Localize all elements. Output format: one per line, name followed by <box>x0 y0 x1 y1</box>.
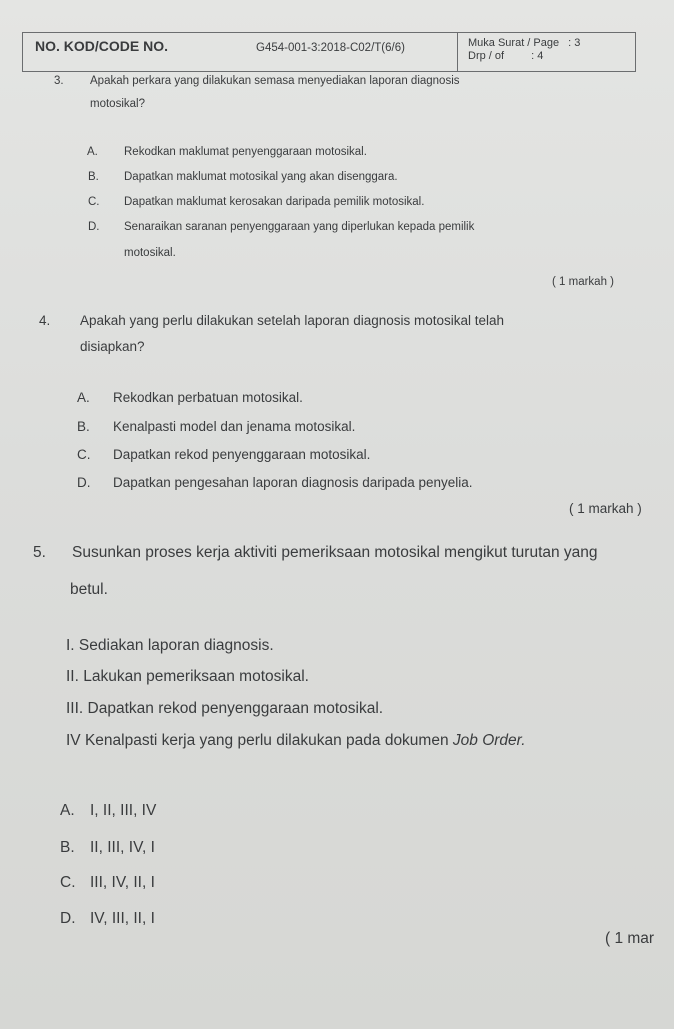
question-3-option-d-line2: motosikal. <box>124 247 176 259</box>
question-3-number: 3. <box>54 75 64 87</box>
question-4-text-line1: Apakah yang perlu dilakukan setelah laporan diagnosis motosikal telah <box>80 313 505 328</box>
page-label: Muka Surat / Page <box>468 37 560 49</box>
question-4-text-line2: disiapkan? <box>80 339 145 354</box>
question-5-option-c: III, IV, II, I <box>90 874 155 891</box>
question-5-statement-4-italic: Job Order. <box>452 732 526 749</box>
question-5-option-a: I, II, III, IV <box>90 802 157 819</box>
question-5-option-c-letter: C. <box>60 874 76 891</box>
question-4-option-b-letter: B. <box>77 419 90 434</box>
question-3-option-b-letter: B. <box>88 171 99 183</box>
code-value: G454-001-3:2018-C02/T(6/6) <box>256 42 405 54</box>
of-value: : 4 <box>531 50 544 62</box>
question-5-statement-4 <box>66 732 526 750</box>
question-3-text-line2: motosikal? <box>90 98 145 110</box>
page-info <box>457 33 635 71</box>
question-4-option-a: Rekodkan perbatuan motosikal. <box>113 390 303 405</box>
question-4-option-c-letter: C. <box>77 447 91 462</box>
question-5-option-b-letter: B. <box>60 839 75 856</box>
question-5-text-line2: betul. <box>70 581 108 598</box>
page-value: : 3 <box>568 37 581 49</box>
question-4-option-c: Dapatkan rekod penyenggaraan motosikal. <box>113 447 371 462</box>
question-5-text-line1: Susunkan proses kerja aktiviti pemeriksaan motosikal mengikut turutan yang <box>72 544 598 561</box>
question-3-option-b: Dapatkan maklumat motosikal yang akan disenggara. <box>124 171 398 183</box>
question-3-option-c: Dapatkan maklumat kerosakan daripada pemilik motosikal. <box>124 196 425 208</box>
question-4-number: 4. <box>39 313 51 328</box>
question-3-option-a-letter: A. <box>87 146 98 158</box>
document-header <box>22 32 636 72</box>
question-3-text-line1: Apakah perkara yang dilakukan semasa menyediakan laporan diagnosis <box>90 75 460 87</box>
question-3-option-d-letter: D. <box>88 221 100 233</box>
question-5-statement-4-text: IV Kenalpasti kerja yang perlu dilakukan pada dokumen <box>66 732 449 749</box>
question-5-statement-1: I. Sediakan laporan diagnosis. <box>66 637 274 654</box>
question-3-option-c-letter: C. <box>88 196 100 208</box>
question-4-option-d-letter: D. <box>77 475 91 490</box>
question-5-option-a-letter: A. <box>60 802 75 819</box>
question-5-number: 5. <box>33 544 46 561</box>
question-3-option-d: Senaraikan saranan penyenggaraan yang diperlukan kepada pemilik <box>124 221 475 233</box>
question-5-marks: ( 1 mar <box>605 930 655 947</box>
question-5-statement-3: III. Dapatkan rekod penyenggaraan motosikal. <box>66 700 384 717</box>
question-3-option-a: Rekodkan maklumat penyenggaraan motosikal. <box>124 146 367 158</box>
question-5-option-d: IV, III, II, I <box>90 910 155 927</box>
question-5-option-d-letter: D. <box>60 910 76 927</box>
question-4-option-d: Dapatkan pengesahan laporan diagnosis daripada penyelia. <box>113 475 473 490</box>
question-3-marks: ( 1 markah ) <box>552 276 614 288</box>
question-4-option-b: Kenalpasti model dan jenama motosikal. <box>113 419 356 434</box>
question-5-option-b: II, III, IV, I <box>90 839 155 856</box>
of-label: Drp / of <box>468 50 505 62</box>
question-4-marks: ( 1 markah ) <box>569 501 642 516</box>
code-label: NO. KOD/CODE NO. <box>35 38 169 54</box>
question-5-statement-2: II. Lakukan pemeriksaan motosikal. <box>66 668 309 685</box>
question-4-option-a-letter: A. <box>77 390 90 405</box>
